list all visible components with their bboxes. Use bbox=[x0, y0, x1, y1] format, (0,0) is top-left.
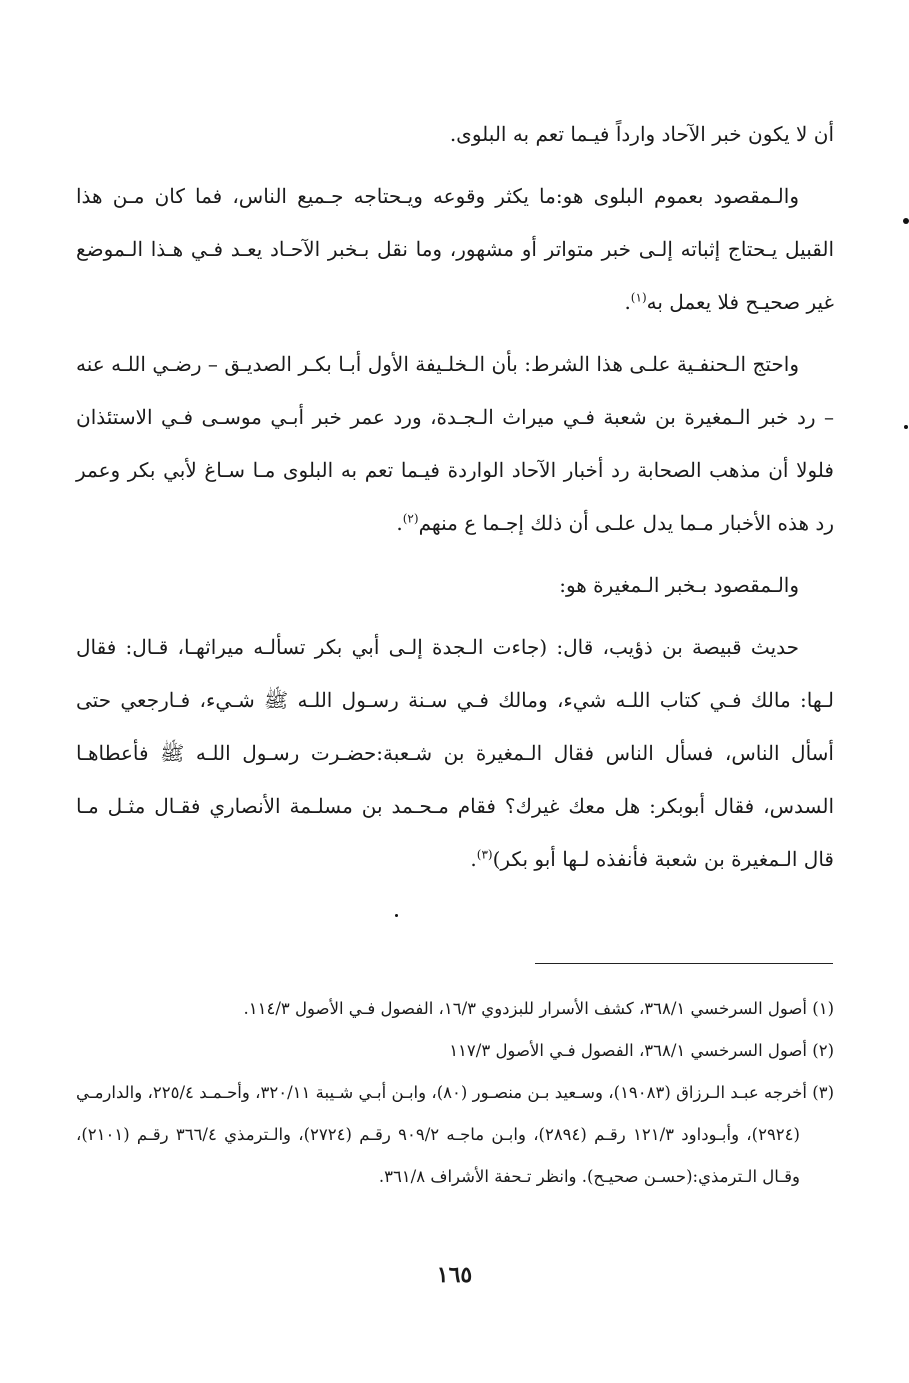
paragraph-hadith-end: . bbox=[470, 847, 477, 871]
paragraph-argument-text: واحتج الـحنفـية علـى هذا الشرط: بأن الـخلـيفة الأول أبـا بكـر الصديـق – رضـي اللـه عنه – رد خبر الـمغيرة بن شعبة فـي ميراث الـجـدة، ورد عمر خبر أبـي موسـى فـي الاستئذان فلولا أن مذهب الصحابة رد أخبار الآحاد الواردة فيـما تعم به البلوى مـا سـاغ لأبي بكر وعمر رد هذه الأخبار مـما يدل علـى أن ذلك إجـما ع منهم bbox=[76, 352, 834, 535]
paragraph-definition bbox=[76, 170, 834, 329]
page-number: ١٦٥ bbox=[436, 1262, 473, 1288]
footnotes bbox=[76, 988, 834, 1198]
margin-mark bbox=[903, 218, 909, 224]
main-text bbox=[76, 108, 834, 895]
footnote-ref-2[interactable]: (٢) bbox=[402, 511, 419, 526]
footnote-3: (٣) أخرجه عبـد الـرزاق (١٩٠٨٣)، وسـعيد بـن منصـور (٨٠)، وابـن أبـي شـيبة ٣٢٠/١١، وأحـمـد ٢٢٥/٤، والدارمـي (٢٩٢٤)، وأبـوداود ١٢١/٣ رقـم (٢٨٩٤)، وابـن ماجـه ٩٠٩/٢ رقـم (٢٧٢٤)، والـترمذي ٣٦٦/٤ رقـم (٢١٠١)، وقـال الـترمذي:(حسـن صحيـح). وانظر تـحفة الأشراف ٣٦١/٨. bbox=[76, 1083, 834, 1186]
paragraph-definition-text: والـمقصود بعموم البلوى هو:ما يكثر وقوعه ويـحتاجه جـميع الناس، فما كان مـن هذا القبيل يـحتاج إثباته إلـى خبر متواتر أو مشهور، وما نقل بـخبر الآحـاد يعـد فـي هـذا الـموضع غير صحيـح فلا يعمل به bbox=[76, 184, 834, 314]
speck-mark bbox=[395, 914, 398, 917]
footnote-1: (١) أصول السرخسي ٣٦٨/١، كشف الأسرار للبزدوي ١٦/٣، الفصول فـي الأصول ١١٤/٣. bbox=[243, 999, 834, 1018]
margin-mark bbox=[904, 425, 908, 429]
paragraph-hadith bbox=[76, 621, 834, 886]
paragraph-condition bbox=[76, 108, 834, 161]
paragraph-intro bbox=[76, 559, 834, 612]
footnote-separator bbox=[535, 963, 833, 964]
footnote-ref-1[interactable]: (١) bbox=[630, 290, 647, 305]
paragraph-argument-end: . bbox=[396, 511, 403, 535]
paragraph-hadith-text: حديث قبيصة بن ذؤيب، قال: (جاءت الـجدة إلـى أبي بكر تسألـه ميراثهـا، قـال: فقال لـها: مالك فـي كتاب اللـه شيء، ومالك فـي سـنة رسـول اللـه ﷺ شـيء، فـارجعي حتى أسأل الناس، فسأل الناس فقال الـمغيرة بن شـعبة:حضـرت رسـول اللـه ﷺ فأعطاهـا السدس، فقال أبوبكر: هل معك غيرك؟ فقام مـحـمد بن مسلـمة الأنصاري فقـال مثـل مـا قال الـمغيرة بن شعبة فأنفذه لـها أبو بكر) bbox=[76, 635, 834, 871]
footnote-2: (٢) أصول السرخسي ٣٦٨/١، الفصول فـي الأصول ١١٧/٣ bbox=[449, 1041, 834, 1060]
paragraph-intro-text: والـمقصود بـخبر الـمغيرة هو: bbox=[559, 573, 799, 597]
footnote-ref-3[interactable]: (٣) bbox=[476, 847, 493, 862]
paragraph-definition-end: . bbox=[624, 290, 631, 314]
paragraph-condition-text: أن لا يكون خبر الآحاد وارداً فيـما تعم به البلوى. bbox=[449, 122, 834, 146]
paragraph-argument bbox=[76, 338, 834, 550]
